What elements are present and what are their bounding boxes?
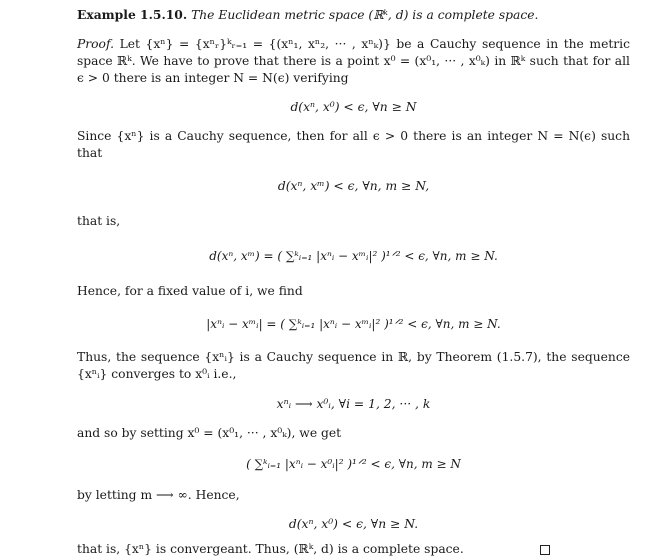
proof-paragraph-3: that is, [77, 214, 121, 229]
proof-paragraph-6: and so by setting x⁰ = (x⁰₁, ··· , x⁰ₖ), we get [77, 425, 342, 440]
example-heading [77, 6, 630, 24]
example-label: Example 1.5.10. [77, 7, 188, 22]
example-statement: The Euclidean metric space (ℝᵏ, d) is a complete space. [191, 8, 539, 22]
proof-paragraph-1 [77, 36, 630, 87]
equation-1: d(xⁿ, x⁰) < ϵ, ∀n ≥ N [290, 100, 417, 115]
proof-paragraph-4: Hence, for a fixed value of i, we find [77, 284, 303, 299]
equation-2: d(xⁿ, xᵐ) < ϵ, ∀n, m ≥ N, [277, 179, 430, 194]
equation-3: d(xⁿ, xᵐ) = ( ∑ᵏᵢ₌₁ |xⁿᵢ − xᵐᵢ|² )¹ᐟ² < ϵ, ∀n, m ≥ N. [209, 249, 498, 264]
proof-paragraph-2: Since {xⁿ} is a Cauchy sequence, then for all ϵ > 0 there is an integer N = N(ϵ) such that [77, 129, 630, 161]
equation-5: xⁿᵢ ⟶ x⁰ᵢ, ∀i = 1, 2, ··· , k [276, 396, 431, 411]
equation-4: |xⁿᵢ − xᵐᵢ| = ( ∑ᵏᵢ₌₁ |xⁿᵢ − xᵐᵢ|² )¹ᐟ² < ϵ, ∀n, m ≥ N. [206, 317, 501, 332]
proof-text-1: Let {xⁿ} = {xⁿᵣ}ᵏᵣ₌₁ = {(xⁿ₁, xⁿ₂, ··· , xⁿₖ)} be a Cauchy sequence in the metric space ℝᵏ. We have to prove that there is a point x⁰ = (x⁰₁, ··· , x⁰ₖ) in ℝᵏ such that for all ϵ > 0 there is an integer N = N(ϵ) verifying [77, 37, 630, 85]
qed-square-icon [540, 545, 550, 555]
equation-7: d(xⁿ, x⁰) < ϵ, ∀n ≥ N. [288, 517, 419, 532]
proof-paragraph-5: Thus, the sequence {xⁿᵢ} is a Cauchy sequence in ℝ, by Theorem (1.5.7), the sequence {xⁿᵢ} converges to x⁰ᵢ i.e., [77, 350, 630, 382]
proof-paragraph-7: by letting m ⟶ ∞. Hence, [77, 487, 240, 502]
proof-text-8: that is, {xⁿ} is convergeant. Thus, (ℝᵏ, d) is a complete space. [77, 542, 464, 557]
equation-6: ( ∑ᵏᵢ₌₁ |xⁿᵢ − x⁰ᵢ|² )¹ᐟ² < ϵ, ∀n, m ≥ N [246, 456, 461, 471]
proof-label: Proof. [77, 37, 114, 51]
proof-paragraph-8 [77, 541, 630, 558]
